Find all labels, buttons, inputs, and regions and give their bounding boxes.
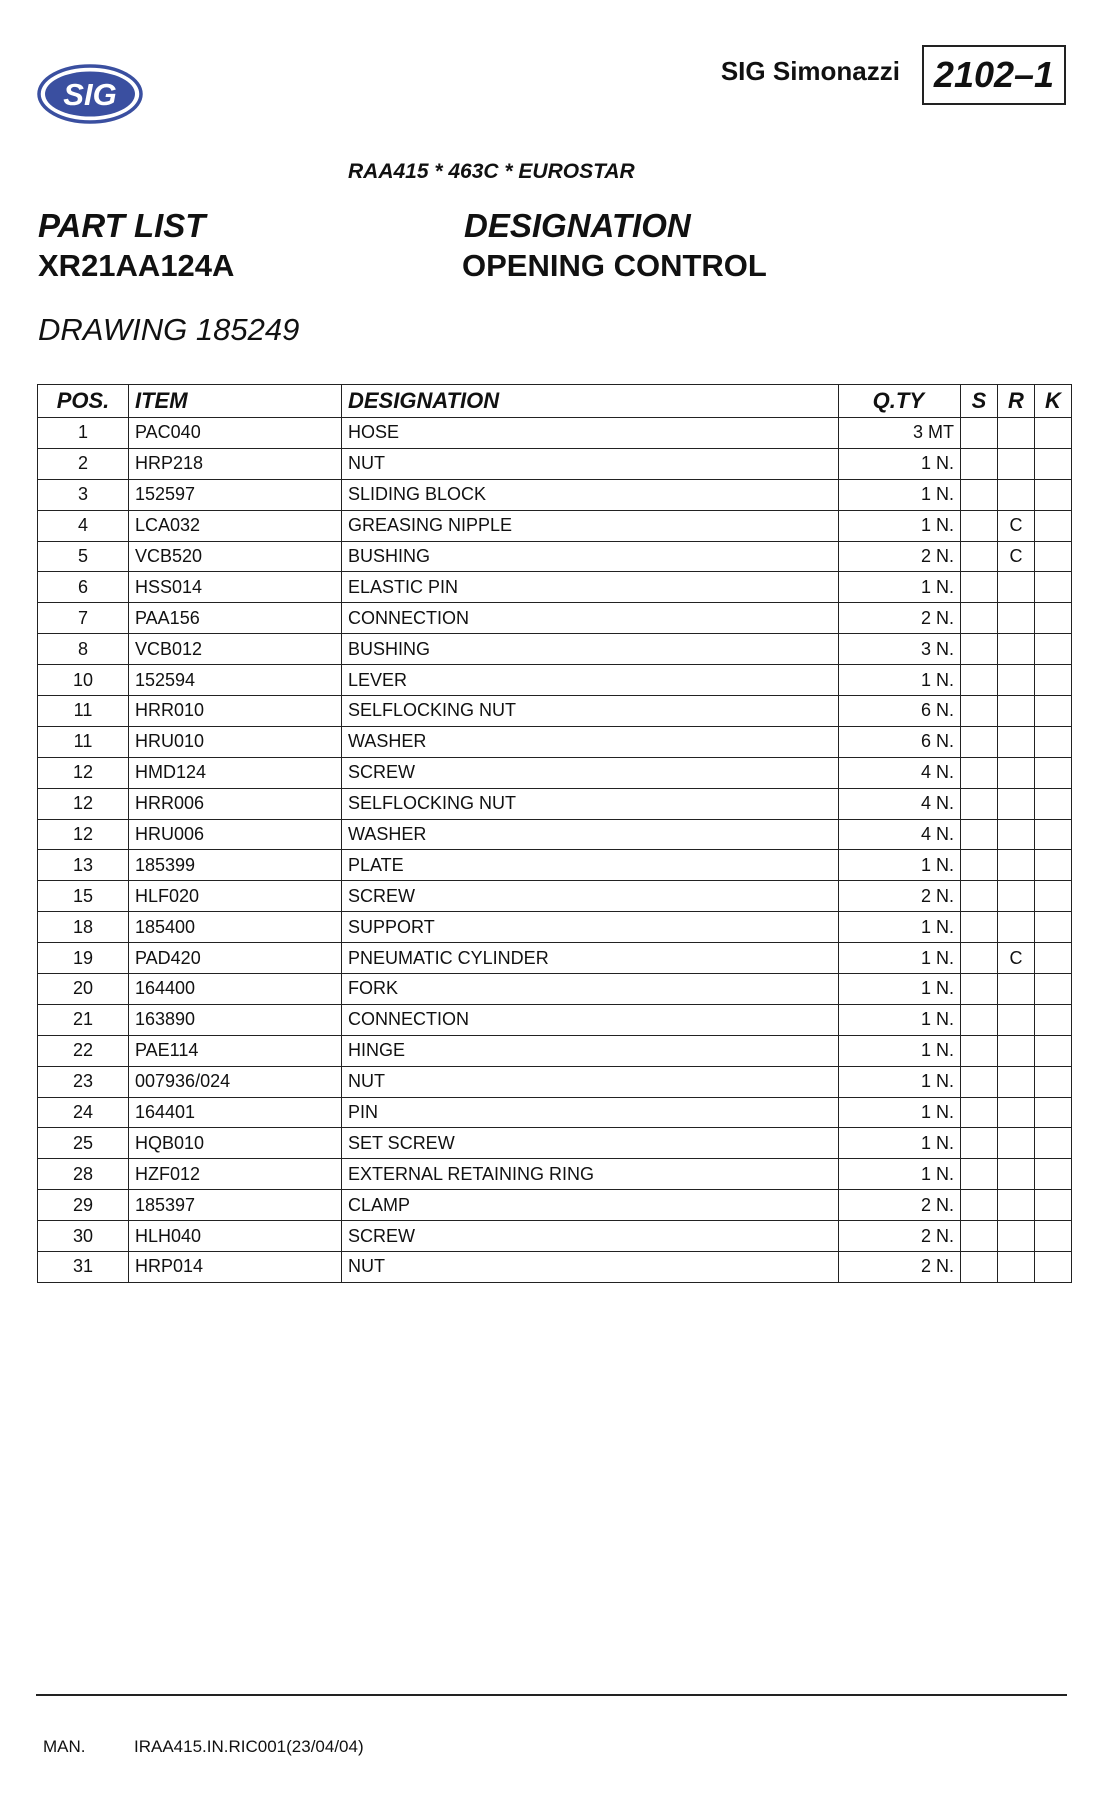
cell-r: [998, 572, 1035, 603]
cell-pos: 25: [38, 1128, 129, 1159]
cell-designation: SCREW: [342, 881, 839, 912]
cell-r: [998, 1252, 1035, 1283]
cell-s: [961, 418, 998, 449]
cell-qty: 4 N.: [839, 788, 961, 819]
cell-qty: 1 N.: [839, 974, 961, 1005]
cell-designation: SELFLOCKING NUT: [342, 696, 839, 727]
table-row: [38, 943, 1072, 974]
cell-qty: 2 N.: [839, 1221, 961, 1252]
page-number-box: [922, 45, 1066, 105]
table-row: [38, 541, 1072, 572]
parts-table: [37, 384, 1072, 1283]
table-row: [38, 1252, 1072, 1283]
cell-qty: 1 N.: [839, 1128, 961, 1159]
cell-qty: 3 MT: [839, 418, 961, 449]
cell-qty: 2 N.: [839, 1252, 961, 1283]
cell-pos: 21: [38, 1004, 129, 1035]
cell-designation: CONNECTION: [342, 1004, 839, 1035]
cell-s: [961, 572, 998, 603]
cell-qty: 1 N.: [839, 479, 961, 510]
cell-s: [961, 696, 998, 727]
cell-qty: 4 N.: [839, 757, 961, 788]
cell-r: [998, 974, 1035, 1005]
cell-pos: 10: [38, 665, 129, 696]
cell-pos: 13: [38, 850, 129, 881]
cell-item: HRU010: [129, 726, 342, 757]
cell-item: HRP014: [129, 1252, 342, 1283]
cell-qty: 1 N.: [839, 448, 961, 479]
cell-k: [1035, 418, 1072, 449]
cell-item: 152597: [129, 479, 342, 510]
cell-k: [1035, 1128, 1072, 1159]
cell-designation: EXTERNAL RETAINING RING: [342, 1159, 839, 1190]
cell-qty: 4 N.: [839, 819, 961, 850]
cell-k: [1035, 479, 1072, 510]
table-row: [38, 788, 1072, 819]
cell-k: [1035, 1190, 1072, 1221]
table-row: [38, 881, 1072, 912]
cell-pos: 15: [38, 881, 129, 912]
part-list-code: XR21AA124A: [38, 248, 235, 283]
cell-r: [998, 1128, 1035, 1159]
page-number: 2102–1: [933, 54, 1055, 95]
column-header-pos: POS.: [38, 385, 129, 418]
cell-s: [961, 1004, 998, 1035]
table-row: [38, 1035, 1072, 1066]
cell-r: [998, 1159, 1035, 1190]
cell-qty: 2 N.: [839, 881, 961, 912]
cell-r: [998, 819, 1035, 850]
cell-s: [961, 603, 998, 634]
table-row: [38, 479, 1072, 510]
cell-designation: CONNECTION: [342, 603, 839, 634]
cell-designation: FORK: [342, 974, 839, 1005]
table-row: [38, 1190, 1072, 1221]
cell-r: [998, 1190, 1035, 1221]
cell-k: [1035, 510, 1072, 541]
drawing-number: DRAWING 185249: [38, 312, 300, 347]
cell-item: 152594: [129, 665, 342, 696]
cell-s: [961, 1190, 998, 1221]
cell-s: [961, 788, 998, 819]
cell-pos: 3: [38, 479, 129, 510]
cell-s: [961, 479, 998, 510]
parts-table-body: [38, 418, 1072, 1283]
column-header-r: R: [998, 385, 1035, 418]
cell-designation: BUSHING: [342, 541, 839, 572]
table-row: [38, 819, 1072, 850]
cell-pos: 28: [38, 1159, 129, 1190]
cell-item: 185397: [129, 1190, 342, 1221]
cell-designation: PIN: [342, 1097, 839, 1128]
cell-qty: 1 N.: [839, 1066, 961, 1097]
cell-designation: BUSHING: [342, 634, 839, 665]
cell-pos: 12: [38, 819, 129, 850]
cell-designation: NUT: [342, 1252, 839, 1283]
cell-pos: 4: [38, 510, 129, 541]
table-row: [38, 696, 1072, 727]
cell-r: [998, 1221, 1035, 1252]
table-row: [38, 850, 1072, 881]
cell-k: [1035, 943, 1072, 974]
cell-r: [998, 448, 1035, 479]
footer-manual-label: MAN.: [43, 1737, 86, 1756]
cell-designation: SUPPORT: [342, 912, 839, 943]
cell-pos: 12: [38, 757, 129, 788]
cell-designation: HOSE: [342, 418, 839, 449]
cell-designation: NUT: [342, 448, 839, 479]
cell-s: [961, 726, 998, 757]
cell-pos: 31: [38, 1252, 129, 1283]
cell-s: [961, 912, 998, 943]
cell-r: [998, 696, 1035, 727]
cell-k: [1035, 634, 1072, 665]
cell-k: [1035, 788, 1072, 819]
cell-r: [998, 634, 1035, 665]
table-row: [38, 1004, 1072, 1035]
cell-designation: LEVER: [342, 665, 839, 696]
cell-k: [1035, 726, 1072, 757]
cell-r: [998, 726, 1035, 757]
cell-k: [1035, 572, 1072, 603]
cell-k: [1035, 881, 1072, 912]
cell-s: [961, 974, 998, 1005]
cell-s: [961, 1221, 998, 1252]
cell-k: [1035, 819, 1072, 850]
cell-item: 185400: [129, 912, 342, 943]
cell-item: 185399: [129, 850, 342, 881]
cell-pos: 23: [38, 1066, 129, 1097]
cell-k: [1035, 603, 1072, 634]
cell-item: HRR006: [129, 788, 342, 819]
cell-item: 007936/024: [129, 1066, 342, 1097]
cell-item: PAC040: [129, 418, 342, 449]
table-row: [38, 974, 1072, 1005]
cell-qty: 6 N.: [839, 696, 961, 727]
cell-pos: 6: [38, 572, 129, 603]
cell-r: C: [998, 943, 1035, 974]
cell-k: [1035, 665, 1072, 696]
cell-pos: 20: [38, 974, 129, 1005]
footer-divider: [36, 1694, 1067, 1696]
table-row: [38, 1221, 1072, 1252]
cell-r: [998, 479, 1035, 510]
cell-k: [1035, 696, 1072, 727]
cell-pos: 5: [38, 541, 129, 572]
cell-qty: 1 N.: [839, 943, 961, 974]
table-row: [38, 1097, 1072, 1128]
cell-s: [961, 1159, 998, 1190]
brand-name: SIG Simonazzi: [720, 56, 900, 86]
cell-k: [1035, 541, 1072, 572]
cell-k: [1035, 448, 1072, 479]
cell-k: [1035, 1252, 1072, 1283]
cell-pos: 11: [38, 696, 129, 727]
cell-s: [961, 665, 998, 696]
cell-qty: 2 N.: [839, 1190, 961, 1221]
cell-designation: SET SCREW: [342, 1128, 839, 1159]
cell-k: [1035, 1221, 1072, 1252]
table-row: [38, 665, 1072, 696]
cell-r: [998, 757, 1035, 788]
cell-designation: CLAMP: [342, 1190, 839, 1221]
cell-item: 163890: [129, 1004, 342, 1035]
cell-r: [998, 850, 1035, 881]
cell-pos: 1: [38, 418, 129, 449]
cell-item: HLH040: [129, 1221, 342, 1252]
cell-pos: 22: [38, 1035, 129, 1066]
cell-pos: 7: [38, 603, 129, 634]
cell-r: [998, 881, 1035, 912]
cell-r: [998, 912, 1035, 943]
table-row: [38, 572, 1072, 603]
cell-s: [961, 634, 998, 665]
table-row: [38, 634, 1072, 665]
cell-k: [1035, 1066, 1072, 1097]
cell-r: C: [998, 510, 1035, 541]
cell-designation: PNEUMATIC CYLINDER: [342, 943, 839, 974]
cell-designation: WASHER: [342, 819, 839, 850]
part-list-label: PART LIST: [38, 207, 206, 244]
cell-pos: 29: [38, 1190, 129, 1221]
cell-qty: 1 N.: [839, 912, 961, 943]
cell-qty: 1 N.: [839, 1035, 961, 1066]
cell-pos: 30: [38, 1221, 129, 1252]
table-row: [38, 1159, 1072, 1190]
table-row: [38, 603, 1072, 634]
cell-designation: SCREW: [342, 1221, 839, 1252]
logo-text: SIG: [63, 77, 117, 112]
cell-item: HRP218: [129, 448, 342, 479]
table-row: [38, 448, 1072, 479]
cell-designation: PLATE: [342, 850, 839, 881]
table-row: [38, 757, 1072, 788]
cell-s: [961, 1097, 998, 1128]
cell-k: [1035, 1004, 1072, 1035]
cell-s: [961, 943, 998, 974]
cell-s: [961, 757, 998, 788]
table-row: [38, 418, 1072, 449]
cell-qty: 2 N.: [839, 541, 961, 572]
cell-r: [998, 1004, 1035, 1035]
cell-designation: SELFLOCKING NUT: [342, 788, 839, 819]
cell-designation: HINGE: [342, 1035, 839, 1066]
cell-k: [1035, 850, 1072, 881]
table-header-row: [38, 385, 1072, 418]
column-header-qty: Q.TY: [839, 385, 961, 418]
cell-r: [998, 788, 1035, 819]
cell-s: [961, 510, 998, 541]
cell-qty: 1 N.: [839, 665, 961, 696]
column-header-s: S: [961, 385, 998, 418]
cell-r: [998, 1066, 1035, 1097]
cell-qty: 2 N.: [839, 603, 961, 634]
cell-item: PAD420: [129, 943, 342, 974]
cell-item: PAA156: [129, 603, 342, 634]
cell-designation: ELASTIC PIN: [342, 572, 839, 603]
cell-s: [961, 1252, 998, 1283]
cell-s: [961, 819, 998, 850]
cell-item: 164401: [129, 1097, 342, 1128]
cell-qty: 6 N.: [839, 726, 961, 757]
cell-qty: 1 N.: [839, 510, 961, 541]
cell-k: [1035, 974, 1072, 1005]
cell-k: [1035, 912, 1072, 943]
cell-pos: 12: [38, 788, 129, 819]
cell-designation: SCREW: [342, 757, 839, 788]
cell-qty: 1 N.: [839, 1159, 961, 1190]
cell-item: HLF020: [129, 881, 342, 912]
cell-r: C: [998, 541, 1035, 572]
cell-s: [961, 881, 998, 912]
cell-item: HMD124: [129, 757, 342, 788]
cell-k: [1035, 1035, 1072, 1066]
column-header-k: K: [1035, 385, 1072, 418]
column-header-item: ITEM: [129, 385, 342, 418]
model-line: RAA415 * 463C * EUROSTAR: [348, 160, 635, 183]
cell-qty: 1 N.: [839, 572, 961, 603]
cell-qty: 1 N.: [839, 850, 961, 881]
table-row: [38, 726, 1072, 757]
cell-qty: 1 N.: [839, 1097, 961, 1128]
cell-pos: 18: [38, 912, 129, 943]
cell-item: LCA032: [129, 510, 342, 541]
cell-designation: SLIDING BLOCK: [342, 479, 839, 510]
designation-label: DESIGNATION: [464, 207, 691, 244]
table-row: [38, 510, 1072, 541]
table-row: [38, 1066, 1072, 1097]
sig-logo: [36, 62, 144, 126]
cell-s: [961, 1128, 998, 1159]
cell-k: [1035, 1097, 1072, 1128]
cell-s: [961, 448, 998, 479]
column-header-designation: DESIGNATION: [342, 385, 839, 418]
cell-item: HRR010: [129, 696, 342, 727]
cell-qty: 1 N.: [839, 1004, 961, 1035]
cell-item: 164400: [129, 974, 342, 1005]
cell-pos: 11: [38, 726, 129, 757]
cell-qty: 3 N.: [839, 634, 961, 665]
designation-value: OPENING CONTROL: [462, 248, 767, 283]
cell-designation: NUT: [342, 1066, 839, 1097]
cell-item: VCB012: [129, 634, 342, 665]
cell-pos: 8: [38, 634, 129, 665]
cell-k: [1035, 757, 1072, 788]
cell-k: [1035, 1159, 1072, 1190]
cell-pos: 19: [38, 943, 129, 974]
cell-r: [998, 603, 1035, 634]
footer-document-code: IRAA415.IN.RIC001(23/04/04): [134, 1737, 364, 1756]
cell-pos: 2: [38, 448, 129, 479]
cell-item: VCB520: [129, 541, 342, 572]
cell-item: HQB010: [129, 1128, 342, 1159]
cell-r: [998, 1097, 1035, 1128]
cell-r: [998, 665, 1035, 696]
cell-designation: GREASING NIPPLE: [342, 510, 839, 541]
cell-s: [961, 850, 998, 881]
cell-r: [998, 418, 1035, 449]
table-row: [38, 912, 1072, 943]
cell-designation: WASHER: [342, 726, 839, 757]
cell-s: [961, 1066, 998, 1097]
cell-item: HRU006: [129, 819, 342, 850]
cell-item: HSS014: [129, 572, 342, 603]
cell-r: [998, 1035, 1035, 1066]
cell-s: [961, 541, 998, 572]
cell-item: PAE114: [129, 1035, 342, 1066]
cell-s: [961, 1035, 998, 1066]
cell-item: HZF012: [129, 1159, 342, 1190]
cell-pos: 24: [38, 1097, 129, 1128]
sig-logo-mark: [36, 62, 144, 126]
table-row: [38, 1128, 1072, 1159]
